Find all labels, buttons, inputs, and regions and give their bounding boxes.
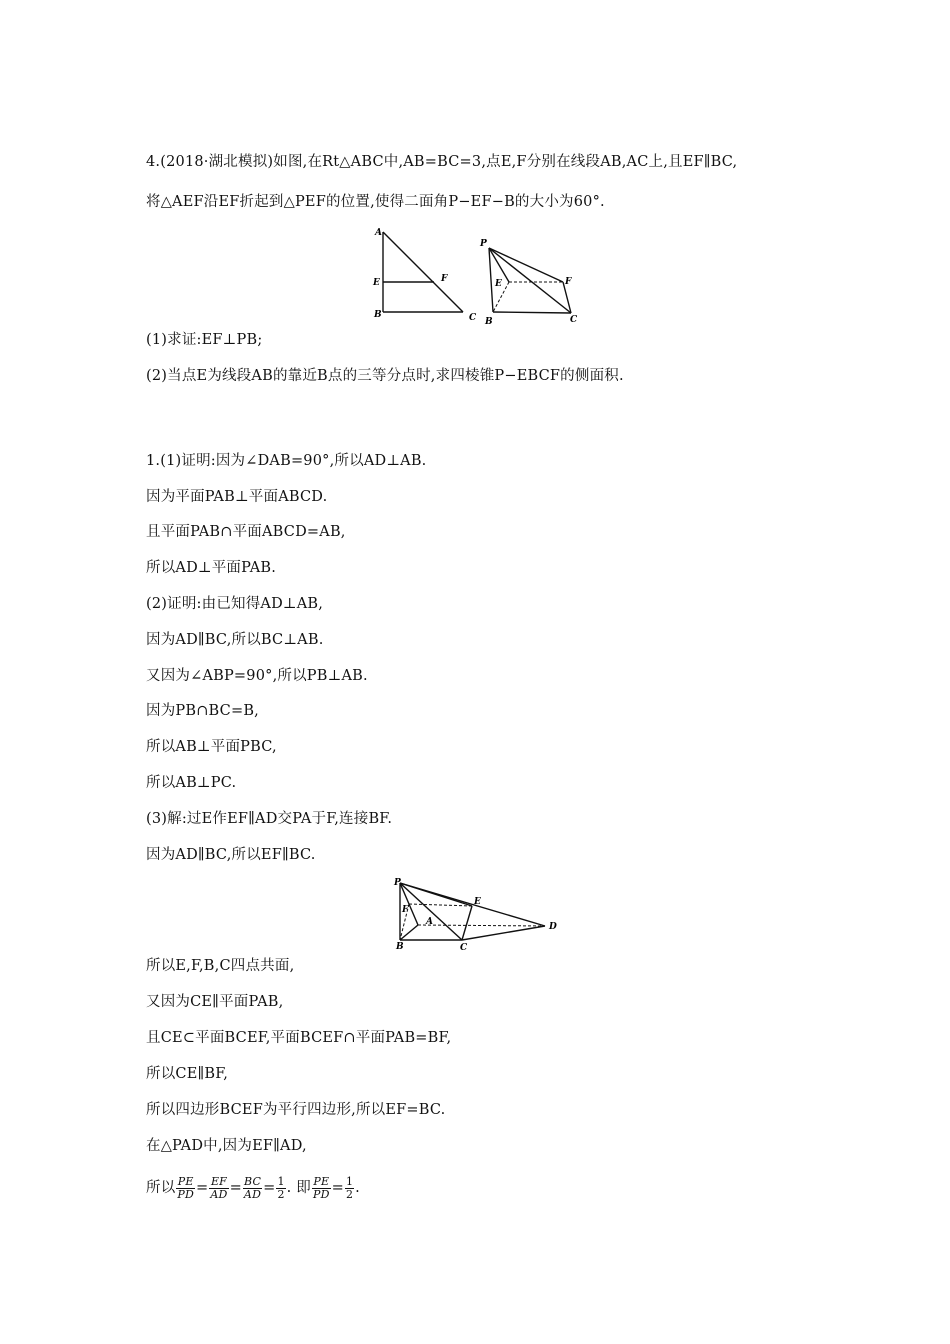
fig2-label-E: E: [474, 897, 481, 907]
fig2-label-P: P: [394, 878, 401, 888]
solution-line: 因为PB∩BC=B,: [146, 703, 259, 719]
fig1-right-label-C: C: [570, 315, 578, 325]
solution-line: 所以四边形BCEF为平行四边形,所以EF=BC.: [146, 1102, 446, 1118]
fig1-label-A: A: [375, 228, 382, 238]
solution-line: 所以CE∥BF,: [146, 1066, 229, 1082]
solution-line: 又因为CE∥平面PAB,: [146, 994, 284, 1010]
fraction-half: $\frac{1}{2}$: [277, 1174, 285, 1201]
solution-line: 所以E,F,B,C四点共面,: [146, 958, 295, 974]
fig2-label-F: F: [402, 905, 409, 915]
fraction-bc-ad: $\frac{BC}{AD}$: [243, 1174, 262, 1201]
final-prefix: 所以: [146, 1180, 176, 1196]
solution-final-line: 所以 $\frac{PE}{PD}$ = $\frac{EF}{AD}$ = $\frac{BC}{AD}$ = $\frac{1}{2}$ . 即 $\frac{PE}{PD}$ = $\frac{1}{2}$ .: [146, 1174, 360, 1201]
fig2-label-D: D: [549, 922, 557, 932]
fig1-right-label-E: E: [495, 279, 502, 289]
solution-line: 在△PAD中,因为EF∥AD,: [146, 1138, 307, 1154]
solution-line: (3)解:过E作EF∥AD交PA于F,连接BF.: [146, 811, 393, 827]
fig1-label-B: B: [374, 310, 382, 320]
solution-line: 1.(1)证明:因为∠DAB=90°,所以AD⊥AB.: [146, 453, 427, 469]
solution-line: 所以AD⊥平面PAB.: [146, 560, 277, 576]
fig1-right-label-P: P: [480, 239, 487, 249]
solution-line: 且CE⊂平面BCEF,平面BCEF∩平面PAB=BF,: [146, 1030, 452, 1046]
fig2-label-C: C: [460, 943, 468, 953]
solution-line: 所以AB⊥PC.: [146, 775, 237, 791]
solution-line: 因为AD∥BC,所以BC⊥AB.: [146, 632, 324, 648]
solution-line: 且平面PAB∩平面ABCD=AB,: [146, 524, 346, 540]
fig1-right-label-F: F: [565, 277, 572, 287]
fig2-label-B: B: [396, 942, 404, 952]
solution-line: 又因为∠ABP=90°,所以PB⊥AB.: [146, 668, 368, 684]
fig1-label-F: F: [441, 274, 448, 284]
problem-line-1: 4.(2018·湖北模拟)如图,在Rt△ABC中,AB=BC=3,点E,F分别在线段AB,AC上,且EF∥BC,: [146, 154, 738, 170]
fraction-pe-pd: $\frac{PE}{PD}$: [177, 1174, 195, 1201]
fig1-right-label-B: B: [485, 317, 493, 327]
final-mid: . 即: [286, 1180, 311, 1196]
question-1: (1)求证:EF⊥PB;: [146, 332, 263, 348]
solution-line: (2)证明:由已知得AD⊥AB,: [146, 596, 324, 612]
final-end: .: [355, 1180, 360, 1196]
solution-line: 因为平面PAB⊥平面ABCD.: [146, 489, 328, 505]
fig1-label-C: C: [469, 313, 477, 323]
solution-line: 所以AB⊥平面PBC,: [146, 739, 277, 755]
fig2-label-A: A: [426, 917, 433, 927]
fraction-pe-pd-2: $\frac{PE}{PD}$: [312, 1174, 330, 1201]
question-2: (2)当点E为线段AB的靠近B点的三等分点时,求四棱锥P−EBCF的侧面积.: [146, 368, 624, 384]
solution-line: 因为AD∥BC,所以EF∥BC.: [146, 847, 316, 863]
fraction-half-2: $\frac{1}{2}$: [345, 1174, 354, 1201]
problem-line-2: 将△AEF沿EF折起到△PEF的位置,使得二面角P−EF−B的大小为60°.: [146, 194, 605, 210]
fig1-label-E: E: [373, 278, 380, 288]
fraction-ef-ad: $\frac{EF}{AD}$: [210, 1174, 228, 1201]
